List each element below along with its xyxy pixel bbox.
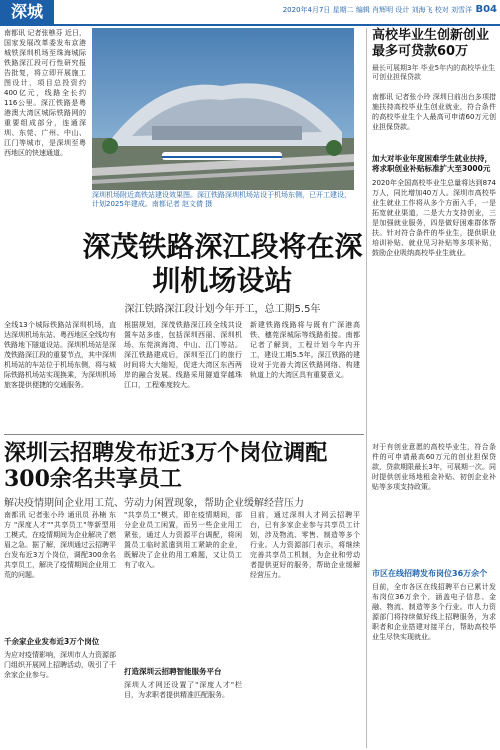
right-body-2: 2020年全国高校毕业生总量将达到874万人，同比增加40万人。深圳市高校毕业生就业工作将从多个方面入手，一是拓宽就业渠道，二是大力支持创业，三是加强就业服务，四是做好困难群体帮扶。针对符合条件的毕业生，提供职业培训补贴、就业见习补贴等多项补贴，鼓励企业吸纳高校毕业生就业。: [372, 179, 496, 257]
bottom-col1b-text: 为应对疫情影响，深圳市人力资源部门组织开展网上招聘活动，吸引了千余家企业参与。: [4, 651, 116, 679]
right-body-3: 对于有创业意愿的高校毕业生，符合条件的可申请最高60万元的创业担保贷款，贷款期限最长3年，可展期一次。同时提供创业场地租金补贴、初创企业补贴等多项支持政策。: [372, 443, 496, 491]
article-column-3: 新建铁路线路将与既有广深港高铁、穗莞深城际等线路衔接。南都记者了解到，工程计划今年内开工，建设工期5.5年。深江铁路的建设对于完善大湾区铁路网络、构建轨道上的大湾区具有重要意义。: [250, 321, 360, 379]
bottom-label-2: 打造深圳云招聘智能服务平台: [124, 667, 222, 676]
right-subheadline: 最长可展期3年 毕业5年内的高校毕业生可创业担保贷款: [372, 64, 496, 81]
bottom-column-1: [4, 510, 116, 748]
right-body-4: 目前，全市各区在线招聘平台已累计发布岗位36万余个，涵盖电子信息、金融、物流、制造等多个行业。市人力资源部门将持续做好线上招聘服务，为求职者和企业搭建对接平台，帮助高校毕业生尽快实现就业。: [372, 583, 496, 641]
main-subheadline: 深江铁路深江段计划今年开工，总工期5.5年: [124, 304, 321, 315]
article-column-2: 根据规划，深茂铁路深江段全线共设置车站多座，包括深圳西丽、深圳机场、东莞滨海湾、中山、江门等站。深江铁路建成后，深圳至江门的旅行时间将大大缩短，促进大湾区东西两岸的融合发展。线路采用隧道穿越珠江口，工程难度较大。: [124, 321, 242, 389]
main-headline: 深茂铁路深江段将在深圳机场设站: [82, 230, 363, 297]
right-callout: 市区在线招聘发布岗位36万余个: [372, 569, 488, 578]
header-meta: 2020年4月7日 星期二 编辑 肖辉明 设计 刘海飞 校对 刘雪洋: [282, 6, 472, 14]
section-divider: [4, 434, 364, 435]
station-photo: [92, 28, 354, 190]
station-illustration: [92, 28, 354, 190]
intro-article: 南都讯 记者张樵芬 近日，国家发展改革委发布京港城铁深圳机场至珠海城际铁路深江段可行性研究报告批复，将立即开展施工图设计，项目总投资约400亿元，线路全长约116公里。深江铁路是粤港澳大湾区城际铁路网的重要组成部分，连通深圳、东莞、广州、中山、江门等城市，是深圳至粤西地区的快速通道。: [4, 29, 86, 157]
column-divider: [366, 28, 367, 748]
bottom-column-2: [124, 510, 242, 748]
bottom-label-1: 千余家企业发布近3万个岗位: [4, 637, 100, 646]
bottom-col2-text: "共享员工"模式，即在疫情期间，部分企业员工闲置，而另一些企业用工紧张，通过人力资源平台调配，将闲置员工临时派遣到用工紧缺的企业，既解决了企业的用工难题，又让员工有了收入。: [124, 511, 242, 569]
photo-caption: 深圳机场附近高铁站建设效果图。深江铁路深圳机场站设于机场东侧，已开工建设，计划2025年建成。南都记者 赵文倩 摄: [92, 191, 351, 208]
right-headline: 高校毕业生创新创业最多可贷款60万: [372, 28, 490, 59]
bottom-col1-text: 南都讯 记者张小玲 通讯员 孙楠 东方 "深度人才""共享员工"等新型用工模式，在疫情期间为企业解决了燃眉之急。据了解，深圳通过云招聘平台发布近3万个岗位，调配300余名共享员工，解决了疫情期间企业用工荒的问题。: [4, 511, 116, 579]
page-number: B04: [475, 4, 497, 15]
section-badge: 深城: [0, 0, 54, 24]
bottom-headline: 深圳云招聘发布近3万个岗位调配300余名共享员工: [4, 440, 328, 492]
bottom-col2b-text: 深圳人才网还设置了"深度人才"栏目，为求职者提供精准匹配服务。: [124, 681, 242, 699]
right-subheading-2: 加大对毕业年度困难学生就业扶持，将求职创业补贴标准扩大至3000元: [372, 154, 492, 173]
bottom-subheadline: 解决疫情期间企业用工荒、劳动力闲置现象，帮助企业缓解经营压力: [4, 498, 304, 509]
bottom-column-3: 目前，通过深圳人才网云招聘平台，已有多家企业参与共享员工计划，涉及物流、零售、制造等多个行业。人力资源部门表示，将继续完善共享员工机制，为企业和劳动者提供更好的服务，帮助企业缓解经营压力。: [250, 511, 360, 579]
article-column-1: 全线13个城际铁路站深圳机场，直达深圳机场东站、粤西地区全线均有铁路地下隧道设站。深圳机场站是深茂铁路深江段的重要节点，其中深圳机场站的车站位于机场东侧，将与城际铁路机场站实现换乘，为深圳机场旅客提供便捷的交通服务。: [4, 321, 116, 389]
page-header: [0, 0, 500, 26]
right-body-1: 南都讯 记者张小玲 深圳日前出台多项措施扶持高校毕业生创业就业，符合条件的高校毕业生个人最高可申请60万元创业担保贷款。: [372, 93, 496, 131]
